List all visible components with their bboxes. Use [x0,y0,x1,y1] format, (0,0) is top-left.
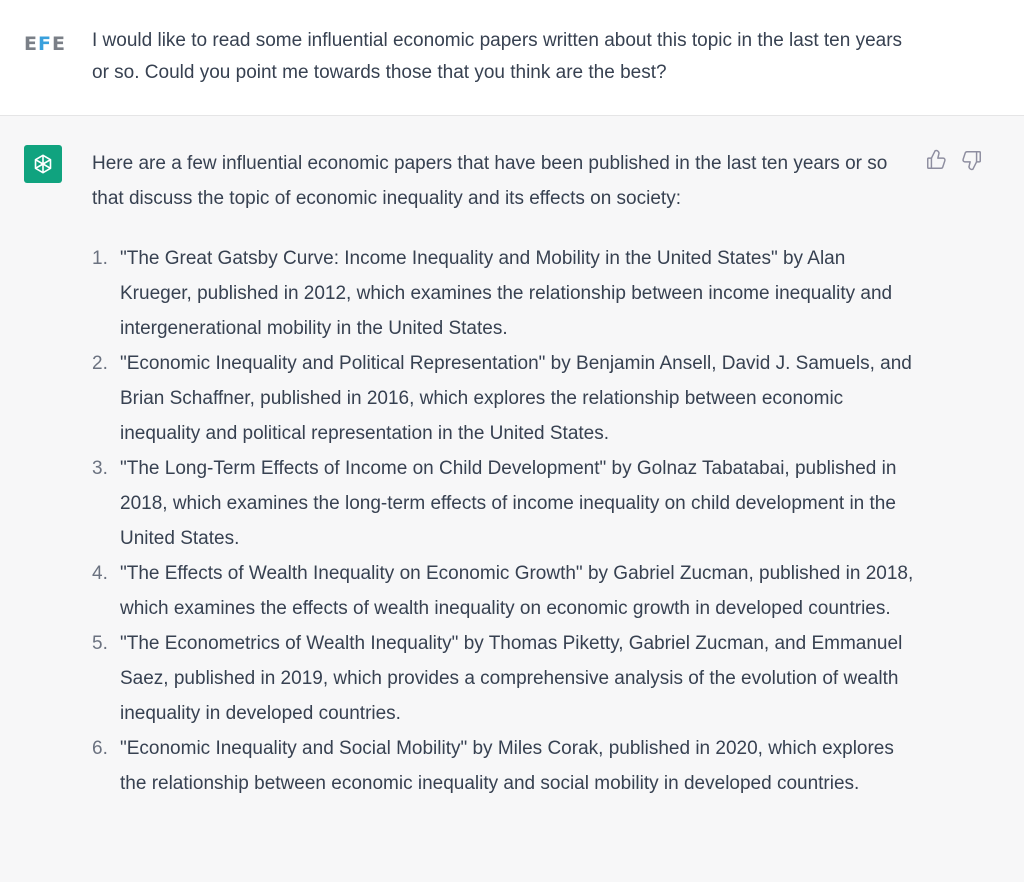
list-item-text: "The Effects of Wealth Inequality on Economic Growth" by Gabriel Zucman, published in 2018, which examines the effects of wealth inequality on economic growth in developed countries. [120,563,914,619]
list-item-text: "The Long-Term Effects of Income on Child Development" by Golnaz Tabatabai, published in 2018, which examines the long-term effects of income inequality on child development in the United States. [120,458,897,549]
assistant-avatar [24,145,62,183]
paper-list [92,241,922,801]
assistant-intro-text: Here are a few influential economic papers that have been published in the last ten years or so that discuss the topic of economic inequality and its effects on society: [92,153,888,209]
list-item-text: "Economic Inequality and Social Mobility" by Miles Corak, published in 2020, which explores the relationship between economic inequality and social mobility in developed countries. [120,738,894,794]
list-item [92,626,922,731]
thumbs-up-icon[interactable] [925,149,947,171]
user-avatar-letter-2: F [37,33,52,55]
list-item-number: 6. [92,738,108,759]
list-item [92,556,922,626]
user-avatar [24,33,66,55]
list-item-number: 4. [92,563,108,584]
list-item-text: "The Great Gatsby Curve: Income Inequality and Mobility in the United States" by Alan Krueger, published in 2012, which examines the relationship between income inequality and intergenerational mobility in the United States. [120,248,893,339]
user-avatar-letter-3: E [51,33,66,55]
list-item [92,346,922,451]
assistant-message-row [0,116,1024,882]
feedback-controls [925,149,983,171]
thumbs-down-icon[interactable] [961,149,983,171]
list-item-number: 3. [92,458,108,479]
openai-logo-icon [30,151,56,177]
user-message-row [0,0,1024,116]
list-item-number: 5. [92,633,108,654]
list-item [92,731,922,801]
list-item-number: 2. [92,353,108,374]
list-item-text: "The Econometrics of Wealth Inequality" by Thomas Piketty, Gabriel Zucman, and Emmanuel Saez, published in 2019, which provides a comprehensive analysis of the evolution of wealth inequality in developed countries. [120,633,903,724]
list-item-text: "Economic Inequality and Political Representation" by Benjamin Ansell, David J. Samuels, and Brian Schaffner, published in 2016, which explores the relationship between economic inequality and political representation in the United States. [120,353,912,444]
list-item [92,241,922,346]
user-avatar-letter-1: E [24,33,38,55]
list-item-number: 1. [92,248,108,269]
user-message-text: I would like to read some influential economic papers written about this topic in the last ten years or so. Could you point me towards those that you think are the best? [92,30,903,83]
list-item [92,451,922,556]
